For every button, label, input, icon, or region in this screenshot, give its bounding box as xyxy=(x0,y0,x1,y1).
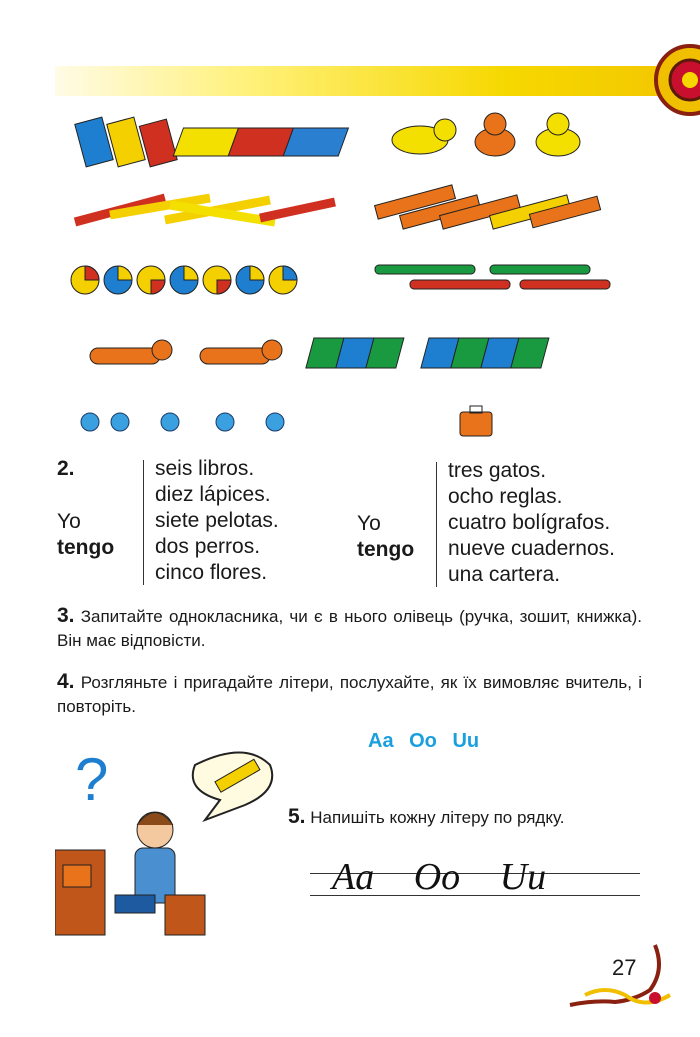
briefcase-illustration xyxy=(460,406,492,436)
pens-illustration xyxy=(375,265,610,289)
tengo-left: tengo xyxy=(57,536,115,559)
chair xyxy=(165,895,205,935)
books-illustration xyxy=(75,117,349,167)
tengo-right: tengo xyxy=(357,538,415,561)
cats-illustration xyxy=(392,113,580,156)
speech-bubble xyxy=(193,753,272,821)
ornament-bottom-right xyxy=(555,940,695,1020)
boy-illustration xyxy=(55,745,285,945)
yo-left: Yo xyxy=(57,510,81,533)
exercise-4-text: Розгляньте і пригадайте літери, послухайте, як їх вимовляє вчитель, і повторіть. xyxy=(57,673,642,716)
ornament-top-right xyxy=(650,40,700,120)
exercise-3 xyxy=(57,604,642,653)
desk xyxy=(55,850,105,935)
vowel-letters: Aa Oo Uu xyxy=(368,730,480,752)
list-item: cuatro bolígrafos. xyxy=(448,511,611,534)
list-item: cinco flores. xyxy=(155,561,268,584)
exercise-4-number: 4. xyxy=(57,670,75,693)
exercise-2-number: 2. xyxy=(57,457,75,480)
list-item: ocho reglas. xyxy=(448,485,563,508)
exercise-4 xyxy=(57,670,642,719)
page-number: 27 xyxy=(612,955,637,980)
briefcase-icon xyxy=(63,865,91,887)
list-item: una cartera. xyxy=(448,563,561,586)
balls-illustration xyxy=(71,266,297,294)
list-item: diez lápices. xyxy=(155,483,271,506)
flowers-illustration xyxy=(81,413,284,431)
divider-right xyxy=(436,462,437,587)
exercise-5-text: Напишіть кожну літеру по рядку. xyxy=(310,808,565,827)
list-right xyxy=(448,458,615,588)
handwriting-lines xyxy=(310,855,640,900)
list-item: siete pelotas. xyxy=(155,509,279,532)
script-letters: Aa Oo Uu xyxy=(332,856,547,898)
list-item: nueve cuadernos. xyxy=(448,537,615,560)
counting-illustrations xyxy=(70,110,630,445)
question-mark-icon: ? xyxy=(75,746,109,813)
notebooks-illustration xyxy=(306,338,549,368)
pencils-illustration xyxy=(75,198,335,222)
exercise-3-text: Запитайте однокласника, чи є в нього олівець (ручка, зошит, книжка). Він має відповісти. xyxy=(57,607,642,650)
list-item: tres gatos. xyxy=(448,459,547,482)
header-bar xyxy=(55,66,700,96)
yo-right: Yo xyxy=(357,512,381,535)
exercise-5 xyxy=(288,805,565,829)
list-left xyxy=(155,456,279,586)
dogs-illustration xyxy=(90,340,282,364)
list-item: dos perros. xyxy=(155,535,261,558)
divider-left xyxy=(143,460,144,585)
exercise-3-number: 3. xyxy=(57,604,75,627)
rulers-illustration xyxy=(375,185,601,229)
exercise-5-number: 5. xyxy=(288,805,306,828)
list-item: seis libros. xyxy=(155,457,255,480)
